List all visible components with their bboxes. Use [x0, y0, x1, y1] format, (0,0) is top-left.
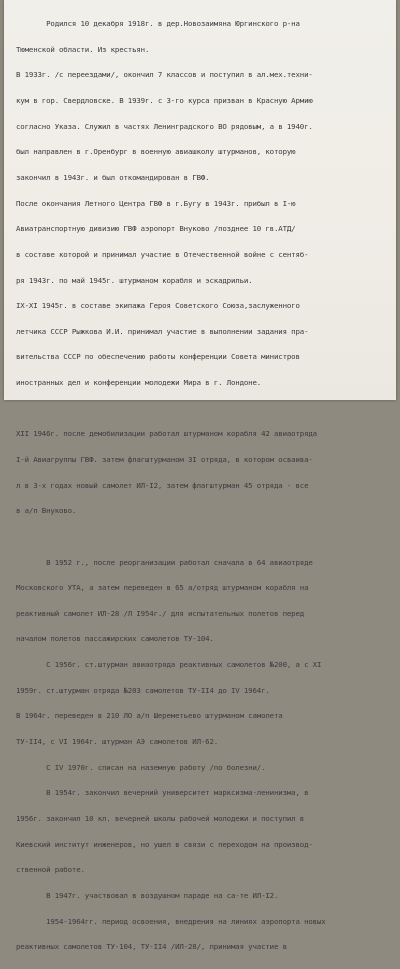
- text-line: л в 3-х годах новый самолет ИЛ-I2, затем флагштурман 45 отряда - все: [16, 480, 309, 490]
- text-line: I-й Авиагруппы ГВФ. затем флагштурманом ЗI отряда, в котором осваива-: [16, 454, 313, 464]
- text-line: кум в гор. Свердловске. В 1939г. с 3-го курса призван в Красную Армию: [16, 96, 313, 106]
- text-line: В 1947г. участвовал в воздушном параде на са-те ИЛ-I2.: [16, 890, 279, 900]
- text-line: ственной работе.: [16, 865, 85, 875]
- text-line: В 1952 г., после реорганизации работал сначала в 64 авиаотряде: [16, 557, 313, 567]
- text-line: реактивных самолетов ТУ-104, ТУ-II4 /ИЛ-28/, принимая участие в: [16, 942, 287, 952]
- text-line: В 1933г. /с переездами/, окончил 7 классов и поступил в ал.мех.техни-: [16, 70, 313, 80]
- text-line: началом полетов пассажирских самолетов ТУ-104.: [16, 634, 214, 644]
- text-line: 1959г. ст.штурман отряда №203 самолетов ТУ-II4 до IV 1964г.: [16, 685, 270, 695]
- text-line: [16, 405, 392, 414]
- document-page: [4, 0, 396, 952]
- text-line: вительства СССР по обеспечению работы конференции Совета министров: [16, 352, 300, 362]
- text-line: [16, 533, 392, 542]
- text-line: закончил в 1943г. и был откомандирован в ГВФ.: [16, 172, 210, 182]
- text-line: летчика СССР Рыжкова И.И. принимал участие в выполнении задания пра-: [16, 326, 309, 336]
- text-line: Родился 10 декабря 1918г. в дер.Новозаимяна Юргинского р-на: [16, 19, 300, 29]
- text-line: 1956г. закончил 10 кл. вечерней школы рабочей молодежи и поступил в: [16, 813, 305, 823]
- text-line: Авиатранспортную дивизию ГВФ аэропорт Внуково /позднее 10 гв.АТД/: [16, 224, 296, 234]
- text-line: Киевский институт инженеров, но ушел в связи с переходом на производ-: [16, 839, 313, 849]
- text-line: реактивный самолет ИЛ-28 /Л I954г./ для испытательных полетов перед: [16, 608, 305, 618]
- text-line: в составе которой и принимал участие в Отечественной войне с сентяб-: [16, 249, 309, 259]
- text-line: В 1954г. закончил вечерний университет марксизма-ленинизма, в: [16, 788, 309, 798]
- text-line: С 1956г. ст.штурман авиаотряда реактивных самолетов №200, а с XI: [16, 660, 322, 670]
- text-line: Тюменской области. Из крестьян.: [16, 44, 150, 54]
- text-line: согласно Указа. Служил в частях Ленинградского ВО рядовым, а в 1940г.: [16, 121, 313, 131]
- text-line: Московского УТА, а затем переведен в 65 а/отряд штурманом корабля на: [16, 583, 309, 593]
- document-body: [16, 3, 392, 969]
- text-line: С IV 1970г. списан на наземную работу /по болезни/.: [16, 762, 266, 772]
- text-line: иностранных дел и конференции молодежи Мира в г. Лондоне.: [16, 378, 262, 388]
- text-line: 1954-1964гг. период освоения, внедрения на линиях аэропорта новых: [16, 916, 326, 926]
- text-line: в а/п Внуково.: [16, 506, 77, 516]
- text-line: ря 1943г. по май 1945г. штурманом корабля и эскадрильи.: [16, 275, 253, 285]
- text-line: был направлен в г.Оренбург в военную авиашколу штурманов, которую: [16, 147, 296, 157]
- text-line: XII 1946г. после демобилизации работал штурманом корабля 42 авиаотряда: [16, 429, 317, 439]
- text-line: ТУ-II4, с VI 1964г. штурман АЭ самолетов ИЛ-62.: [16, 737, 219, 747]
- text-line: После окончания Летного Центра ГВФ в г.Бугу в 1943г. прибыл в I-ю: [16, 198, 296, 208]
- text-line: IX-XI 1945г. в составе экипажа Героя Советского Союза,заслуженного: [16, 301, 300, 311]
- text-line: В 1964г. переведен в 210 ЛО а/п Шереметьево штурманом самолета: [16, 711, 283, 721]
